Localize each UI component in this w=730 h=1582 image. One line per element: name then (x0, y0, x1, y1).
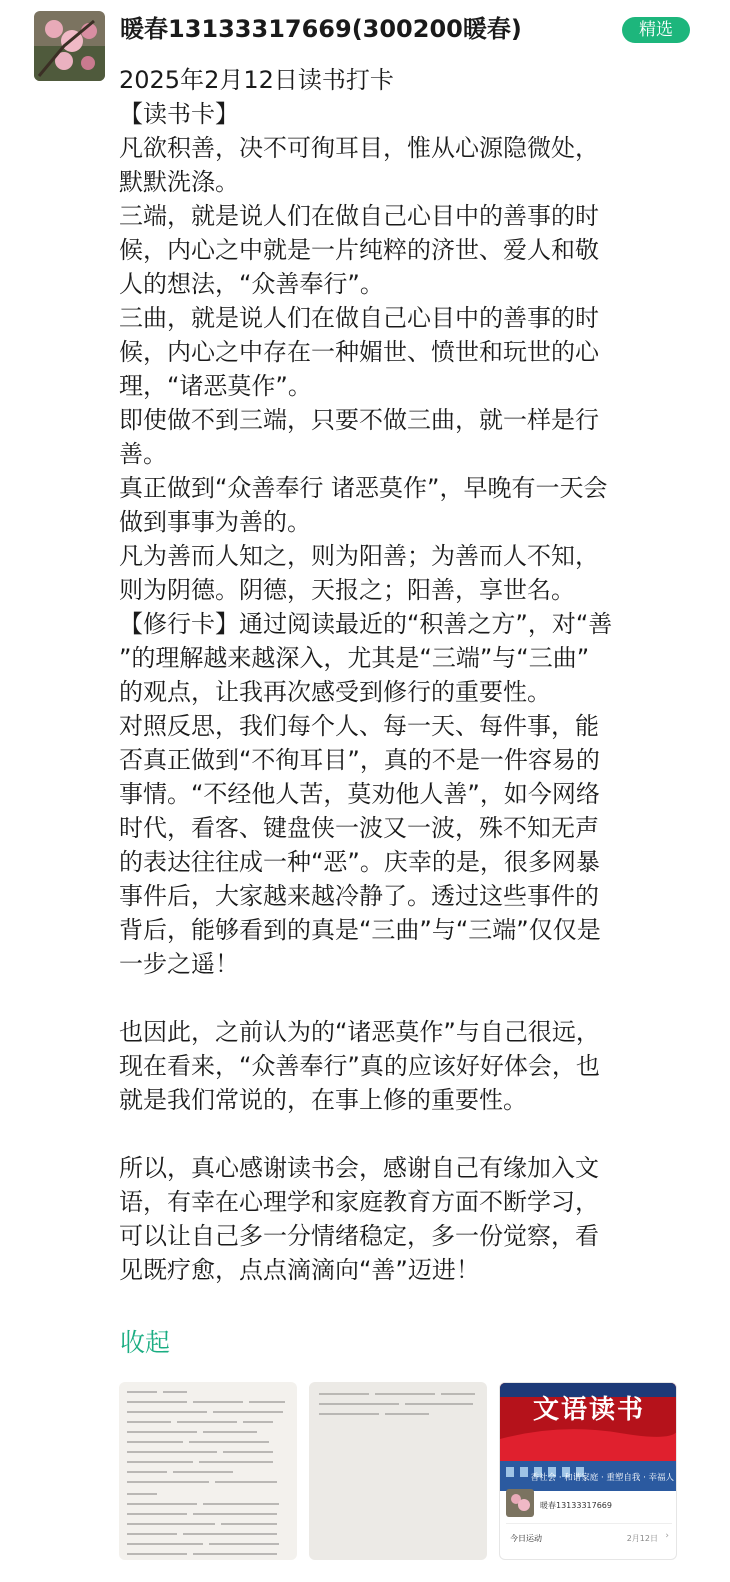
post-content (119, 63, 691, 1287)
image-thumbnail-share-card[interactable] (499, 1382, 677, 1560)
post-line: 凡为善而人知之，则为阳善；为善而人不知， (119, 542, 599, 570)
post-line: 理，“诸恶莫作”。 (119, 372, 312, 400)
post-line: 时代，看客、键盘侠一波又一波，殊不知无声 (119, 814, 599, 842)
post-line: 则为阴德。阴德，天报之；阳善，享世名。 (119, 576, 575, 604)
post-line: ”的理解越来越深入，尤其是“三端”与“三曲” (119, 644, 590, 672)
post-line: 语，有幸在心理学和家庭教育方面不断学习， (119, 1188, 599, 1216)
post-line: 也因此，之前认为的“诸恶莫作”与自己很远， (119, 1018, 600, 1046)
featured-badge: 精选 (622, 17, 690, 43)
post-line: 即使做不到三端，只要不做三曲，就一样是行 (119, 406, 599, 434)
post-line: 背后，能够看到的真是“三曲”与“三端”仅仅是 (119, 916, 601, 944)
author-avatar[interactable] (34, 11, 105, 81)
post-line: 事件后，大家越来越冷静了。透过这些事件的 (119, 882, 599, 910)
post-line: 凡欲积善，决不可徇耳目，惟从心源隐微处， (119, 134, 599, 162)
post-line: 善。 (119, 440, 167, 468)
post-line: 对照反思，我们每个人、每一天、每件事，能 (119, 712, 599, 740)
share-card-subtitle: 香社会 · 和谐家庭 · 重塑自我 · 幸福人 (530, 1473, 674, 1483)
share-card-username: 暖春13133317669 (540, 1501, 612, 1510)
post-line: 的表达往往成一种“恶”。庆幸的是，很多网暴 (119, 848, 600, 876)
post-line: 事情。“不经他人苦，莫劝他人善”，如今网络 (119, 780, 600, 808)
post-line: 2025年2月12日读书打卡 (119, 66, 394, 94)
post-line: 做到事事为善的。 (119, 508, 311, 536)
image-thumbnail-handwritten-2[interactable] (309, 1382, 487, 1560)
post-line: 的观点，让我再次感受到修行的重要性。 (119, 678, 551, 706)
post-paragraph (119, 1151, 691, 1287)
share-card-banner (500, 1383, 677, 1491)
collapse-link[interactable]: 收起 (120, 1328, 171, 1357)
author-name[interactable]: 暖春13133317669(300200暖春) (120, 15, 522, 43)
post-line: 【修行卡】通过阅读最近的“积善之方”，对“善 (119, 610, 613, 638)
post-line: 可以让自己多一分情绪稳定，多一份觉察，看 (119, 1222, 599, 1250)
post-line: 三曲，就是说人们在做自己心目中的善事的时 (119, 304, 599, 332)
post-line: 见既疗愈，点点滴滴向“善”迈进！ (119, 1256, 480, 1284)
post-line: 就是我们常说的，在事上修的重要性。 (119, 1086, 527, 1114)
share-card-divider (506, 1523, 672, 1524)
post-line: 现在看来，“众善奉行”真的应该好好体会，也 (119, 1052, 600, 1080)
post-paragraph (119, 63, 691, 981)
share-card-title: 文语读书 (532, 1395, 645, 1425)
post-line: 一步之遥！ (119, 950, 239, 978)
post-line: 候，内心之中存在一种媚世、愤世和玩世的心 (119, 338, 599, 366)
post-line: 真正做到“众善奉行 诸恶莫作”，早晚有一天会 (119, 474, 608, 502)
post-line: 否真正做到“不徇耳目”，真的不是一件容易的 (119, 746, 600, 774)
post-line: 三端，就是说人们在做自己心目中的善事的时 (119, 202, 599, 230)
share-card-avatar (506, 1489, 534, 1517)
chevron-right-icon: › (665, 1531, 669, 1541)
share-card-date: 2月12日 (626, 1534, 658, 1543)
post-line: 人的想法，“众善奉行”。 (119, 270, 384, 298)
post-line: 【读书卡】 (119, 100, 239, 128)
share-card-label: 今日运动 (510, 1534, 542, 1543)
post-line: 所以，真心感谢读书会，感谢自己有缘加入文 (119, 1154, 599, 1182)
post-line: 候，内心之中就是一片纯粹的济世、爱人和敬 (119, 236, 599, 264)
image-thumbnail-handwritten-1[interactable] (119, 1382, 297, 1560)
post-line: 默默洗涤。 (119, 168, 239, 196)
post-paragraph (119, 1015, 691, 1117)
